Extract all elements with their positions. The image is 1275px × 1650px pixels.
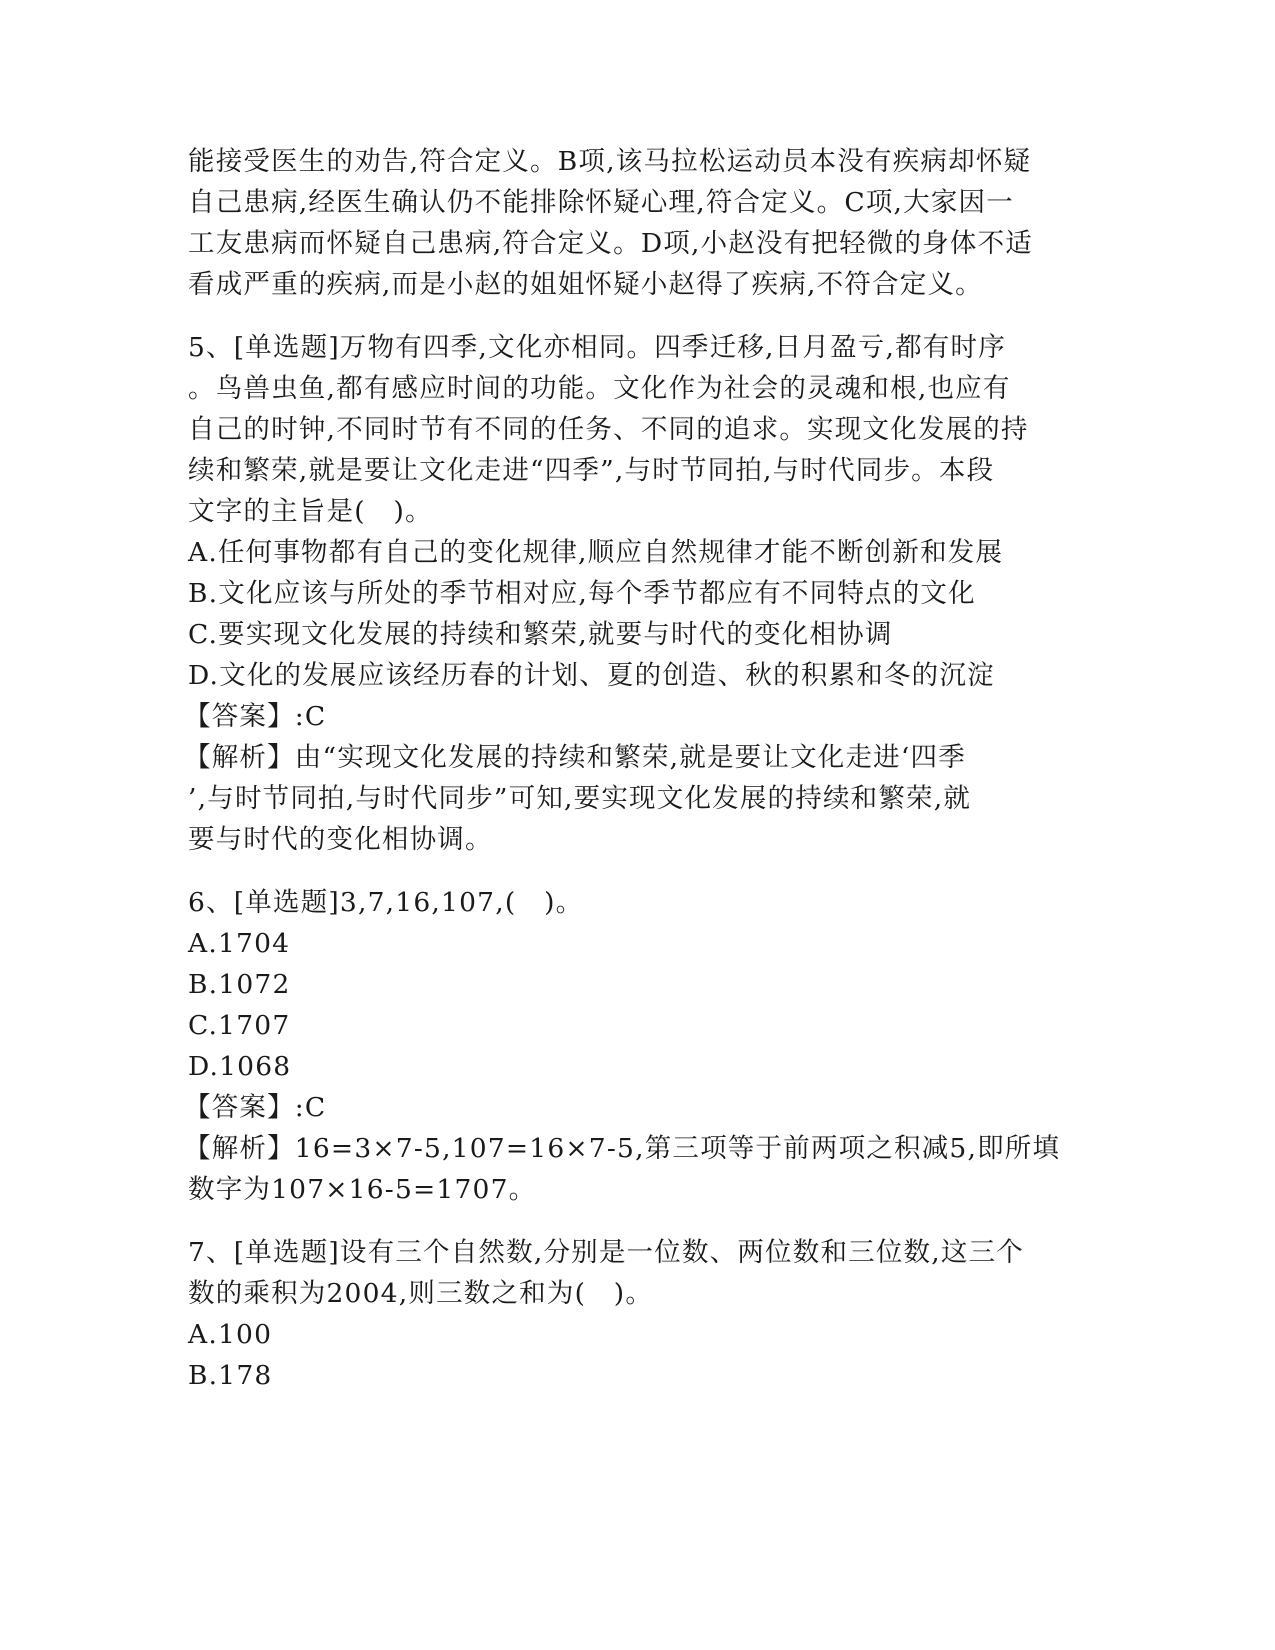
text-line: 工友患病而怀疑自己患病,符合定义。D项,小赵没有把轻微的身体不适 (188, 228, 1033, 259)
text-line: 看成严重的疾病,而是小赵的姐姐怀疑小赵得了疾病,不符合定义。 (188, 269, 983, 300)
question-6-stem: 6、[单选题]3,7,16,107,( )。 (188, 887, 584, 918)
question-7-option-b: B.178 (188, 1360, 273, 1391)
question-6-option-b: B.1072 (188, 969, 291, 1000)
question-6-explanation: 数字为107×16-5=1707。 (188, 1174, 537, 1205)
question-5-explanation: 【解析】由“实现文化发展的持续和繁荣,就是要让文化走进‘四季 (184, 742, 966, 773)
question-5-stem: 自己的时钟,不同时节有不同的任务、不同的追求。实现文化发展的持 (188, 414, 1029, 445)
question-7-stem: 数的乘积为2004,则三数之和为( )。 (188, 1278, 654, 1309)
question-5-option-a: A.任何事物都有自己的变化规律,顺应自然规律才能不断创新和发展 (188, 537, 1004, 568)
question-5-stem: 。鸟兽虫鱼,都有感应时间的功能。文化作为社会的灵魂和根,也应有 (188, 373, 1011, 404)
question-6-explanation: 【解析】16=3×7-5,107=16×7-5,第三项等于前两项之积减5,即所填 (184, 1133, 1061, 1164)
question-6-option-a: A.1704 (188, 928, 291, 959)
question-5-explanation: 要与时代的变化相协调。 (188, 824, 493, 855)
question-5-explanation: ’,与时节同拍,与时代同步”可知,要实现文化发展的持续和繁荣,就 (188, 783, 972, 814)
question-6-option-c: C.1707 (188, 1010, 291, 1041)
question-5-option-d: D.文化的发展应该经历春的计划、夏的创造、秋的积累和冬的沉淀 (188, 660, 995, 691)
question-5-stem: 文字的主旨是( )。 (188, 496, 433, 527)
text-line: 能接受医生的劝告,符合定义。B项,该马拉松运动员本没有疾病却怀疑 (188, 146, 1032, 177)
question-6-answer: 【答案】:C (184, 1092, 327, 1123)
question-5-option-c: C.要实现文化发展的持续和繁荣,就要与时代的变化相协调 (188, 619, 893, 650)
question-7-option-a: A.100 (188, 1319, 273, 1350)
question-7-stem: 7、[单选题]设有三个自然数,分别是一位数、两位数和三位数,这三个 (188, 1237, 1024, 1268)
question-5-stem: 续和繁荣,就是要让文化走进“四季”,与时节同拍,与时代同步。本段 (188, 455, 995, 486)
question-6-option-d: D.1068 (188, 1051, 292, 1082)
question-5-answer: 【答案】:C (184, 701, 327, 732)
question-5-option-b: B.文化应该与所处的季节相对应,每个季节都应有不同特点的文化 (188, 578, 976, 609)
question-5-stem: 5、[单选题]万物有四季,文化亦相同。四季迁移,日月盈亏,都有时序 (188, 332, 1006, 363)
text-line: 自己患病,经医生确认仍不能排除怀疑心理,符合定义。C项,大家因一 (188, 187, 1014, 218)
